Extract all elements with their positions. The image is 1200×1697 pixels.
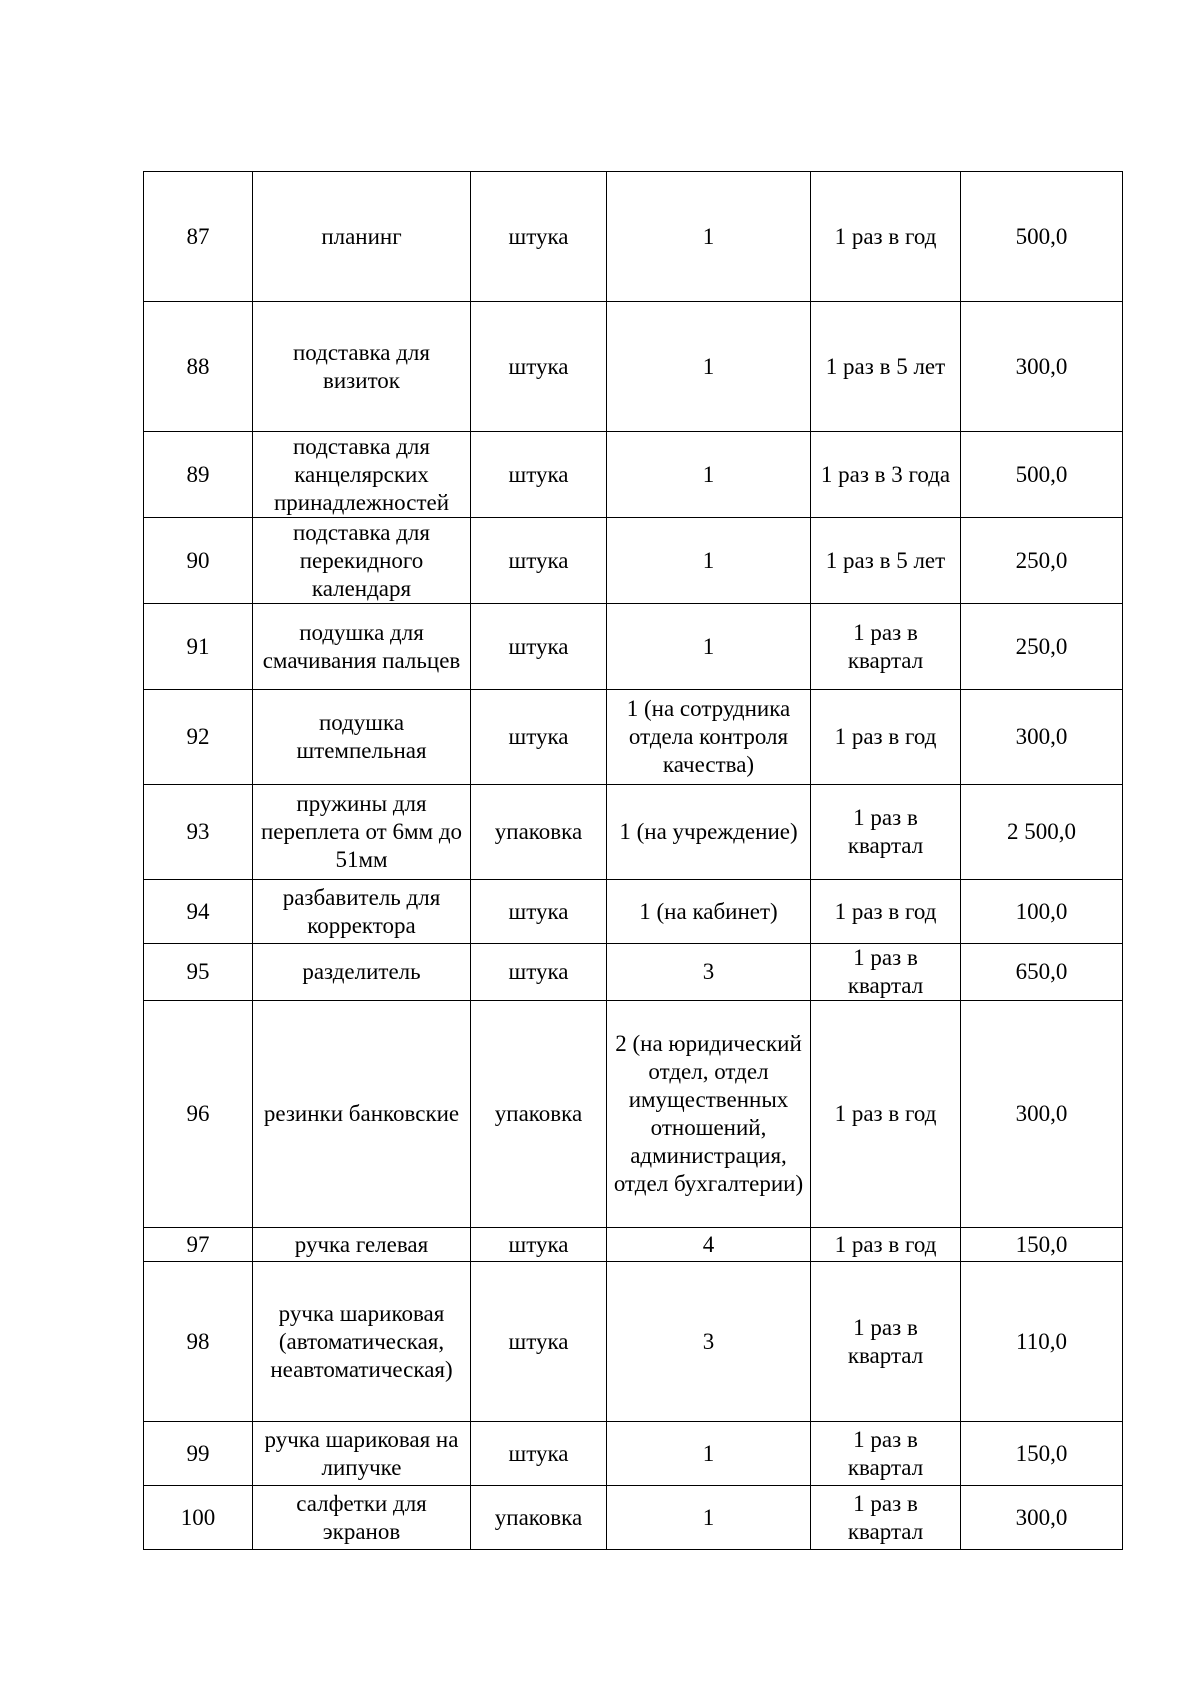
frequency: 1 раз в квартал <box>811 604 961 690</box>
frequency: 1 раз в год <box>811 1001 961 1228</box>
item-name: ручка шариковая на липучке <box>253 1422 471 1486</box>
quantity: 2 (на юридический отдел, отдел имущественных отношений, администрация, отдел бухгалтерии) <box>607 1001 811 1228</box>
frequency: 1 раз в год <box>811 172 961 302</box>
table-row <box>144 880 1123 944</box>
frequency: 1 раз в 5 лет <box>811 518 961 604</box>
price: 300,0 <box>961 1001 1123 1228</box>
row-number: 97 <box>144 1228 253 1262</box>
quantity: 1 <box>607 518 811 604</box>
table-row <box>144 518 1123 604</box>
row-number: 92 <box>144 690 253 785</box>
unit: штука <box>471 1262 607 1422</box>
price: 150,0 <box>961 1422 1123 1486</box>
table-row <box>144 1228 1123 1262</box>
unit: упаковка <box>471 1486 607 1550</box>
frequency: 1 раз в 3 года <box>811 432 961 518</box>
frequency: 1 раз в квартал <box>811 1262 961 1422</box>
table-row <box>144 604 1123 690</box>
price: 150,0 <box>961 1228 1123 1262</box>
table-row <box>144 1001 1123 1228</box>
row-number: 88 <box>144 302 253 432</box>
quantity: 1 <box>607 1486 811 1550</box>
quantity: 1 (на сотрудника отдела контроля качества) <box>607 690 811 785</box>
unit: штука <box>471 302 607 432</box>
table-row <box>144 1262 1123 1422</box>
quantity: 3 <box>607 1262 811 1422</box>
table-row <box>144 785 1123 880</box>
item-name: салфетки для экранов <box>253 1486 471 1550</box>
price: 100,0 <box>961 880 1123 944</box>
row-number: 93 <box>144 785 253 880</box>
row-number: 96 <box>144 1001 253 1228</box>
row-number: 87 <box>144 172 253 302</box>
row-number: 99 <box>144 1422 253 1486</box>
unit: штука <box>471 432 607 518</box>
quantity: 4 <box>607 1228 811 1262</box>
frequency: 1 раз в квартал <box>811 944 961 1001</box>
frequency: 1 раз в год <box>811 1228 961 1262</box>
item-name: пружины для переплета от 6мм до 51мм <box>253 785 471 880</box>
table-row <box>144 1486 1123 1550</box>
item-name: подставка для визиток <box>253 302 471 432</box>
row-number: 94 <box>144 880 253 944</box>
price: 500,0 <box>961 172 1123 302</box>
frequency: 1 раз в год <box>811 880 961 944</box>
quantity: 3 <box>607 944 811 1001</box>
unit: штука <box>471 690 607 785</box>
price: 650,0 <box>961 944 1123 1001</box>
item-name: ручка гелевая <box>253 1228 471 1262</box>
price: 300,0 <box>961 1486 1123 1550</box>
price: 250,0 <box>961 604 1123 690</box>
unit: упаковка <box>471 1001 607 1228</box>
item-name: резинки банковские <box>253 1001 471 1228</box>
unit: штука <box>471 518 607 604</box>
unit: упаковка <box>471 785 607 880</box>
table-row <box>144 1422 1123 1486</box>
price: 2 500,0 <box>961 785 1123 880</box>
item-name: разбавитель для корректора <box>253 880 471 944</box>
table-row <box>144 944 1123 1001</box>
unit: штука <box>471 1422 607 1486</box>
item-name: ручка шариковая (автоматическая, неавтоматическая) <box>253 1262 471 1422</box>
item-name: планинг <box>253 172 471 302</box>
unit: штука <box>471 944 607 1001</box>
quantity: 1 <box>607 172 811 302</box>
unit: штука <box>471 604 607 690</box>
item-name: подушка штемпельная <box>253 690 471 785</box>
item-name: подушка для смачивания пальцев <box>253 604 471 690</box>
row-number: 100 <box>144 1486 253 1550</box>
table-row <box>144 302 1123 432</box>
unit: штука <box>471 1228 607 1262</box>
quantity: 1 <box>607 604 811 690</box>
quantity: 1 <box>607 302 811 432</box>
frequency: 1 раз в год <box>811 690 961 785</box>
item-name: подставка для канцелярских принадлежностей <box>253 432 471 518</box>
row-number: 91 <box>144 604 253 690</box>
price: 250,0 <box>961 518 1123 604</box>
row-number: 95 <box>144 944 253 1001</box>
item-name: подставка для перекидного календаря <box>253 518 471 604</box>
supplies-table <box>143 171 1123 1550</box>
item-name: разделитель <box>253 944 471 1001</box>
unit: штука <box>471 172 607 302</box>
table-row <box>144 690 1123 785</box>
row-number: 98 <box>144 1262 253 1422</box>
row-number: 89 <box>144 432 253 518</box>
quantity: 1 (на кабинет) <box>607 880 811 944</box>
table-row <box>144 172 1123 302</box>
quantity: 1 <box>607 432 811 518</box>
table-row <box>144 432 1123 518</box>
row-number: 90 <box>144 518 253 604</box>
price: 110,0 <box>961 1262 1123 1422</box>
frequency: 1 раз в квартал <box>811 1486 961 1550</box>
unit: штука <box>471 880 607 944</box>
price: 500,0 <box>961 432 1123 518</box>
quantity: 1 <box>607 1422 811 1486</box>
price: 300,0 <box>961 302 1123 432</box>
price: 300,0 <box>961 690 1123 785</box>
frequency: 1 раз в квартал <box>811 785 961 880</box>
frequency: 1 раз в 5 лет <box>811 302 961 432</box>
frequency: 1 раз в квартал <box>811 1422 961 1486</box>
quantity: 1 (на учреждение) <box>607 785 811 880</box>
